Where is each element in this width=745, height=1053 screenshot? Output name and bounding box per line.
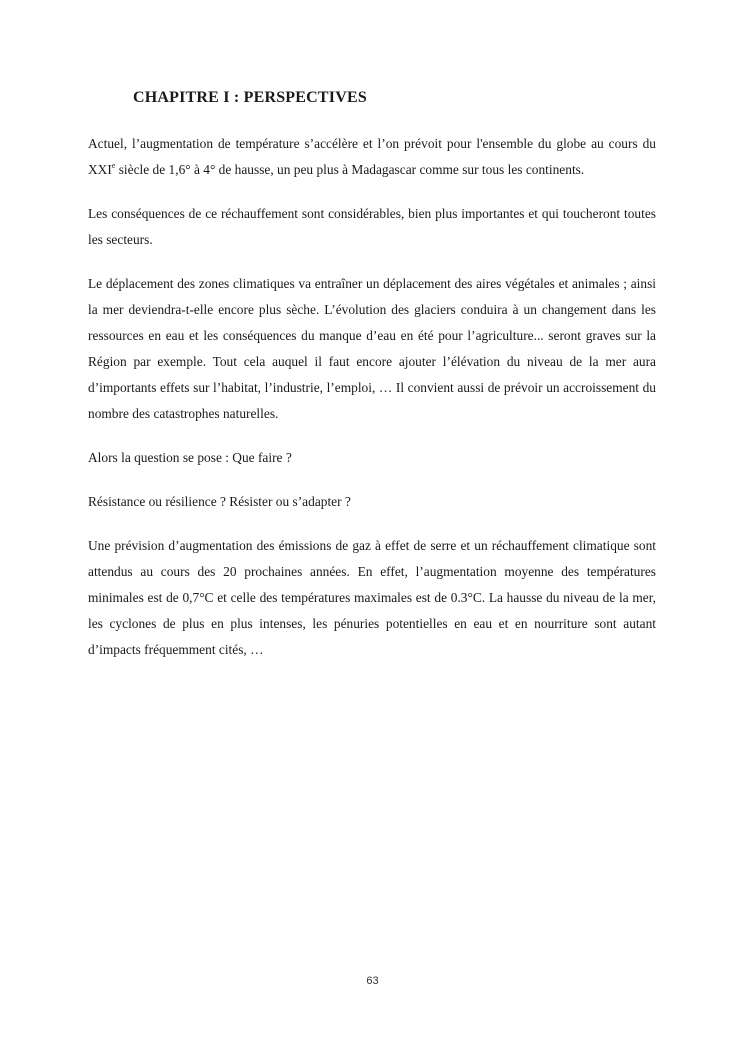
paragraph-4: Alors la question se pose : Que faire ? — [88, 450, 292, 465]
paragraph-1-text-a: Actuel, l’augmentation de température s’accélère et l’on prévoit pour l'ensemble du globe au cours du XXI — [88, 136, 656, 177]
paragraph-1 — [88, 131, 656, 183]
paragraph-3: Le déplacement des zones climatiques va entraîner un déplacement des aires végétales et animales ; ainsi la mer deviendra-t-elle encore plus sèche. L’évolution des glaciers conduira à un changement dans les ressources en eau et les conséquences du manque d’eau en été pour l’agriculture... seront graves sur la Région par exemple. Tout cela auquel il faut encore ajouter l’élévation du niveau de la mer aura d’importants effets sur l’habitat, l’industrie, l’emploi, … Il convient aussi de prévoir un accroissement du nombre des catastrophes naturelles. — [88, 276, 656, 421]
paragraph-2: Les conséquences de ce réchauffement sont considérables, bien plus importantes et qui toucheront toutes les secteurs. — [88, 206, 656, 247]
body-text — [88, 131, 656, 681]
page-number: 63 — [366, 975, 379, 987]
chapter-title: CHAPITRE I : PERSPECTIVES — [133, 89, 367, 106]
paragraph-6: Une prévision d’augmentation des émissions de gaz à effet de serre et un réchauffement climatique sont attendus au cours des 20 prochaines années. En effet, l’augmentation moyenne des températures minimales est de 0,7°C et celle des températures maximales est de 0.3°C. La hausse du niveau de la mer, les cyclones de plus en plus intenses, les pénuries potentielles en eau et en nourriture sont autant d’impacts fréquemment cités, … — [88, 538, 656, 657]
paragraph-1-text-b: siècle de 1,6° à 4° de hausse, un peu plus à Madagascar comme sur tous les continents. — [115, 162, 585, 177]
paragraph-5: Résistance ou résilience ? Résister ou s’adapter ? — [88, 494, 351, 509]
century-superscript: e — [111, 161, 116, 170]
